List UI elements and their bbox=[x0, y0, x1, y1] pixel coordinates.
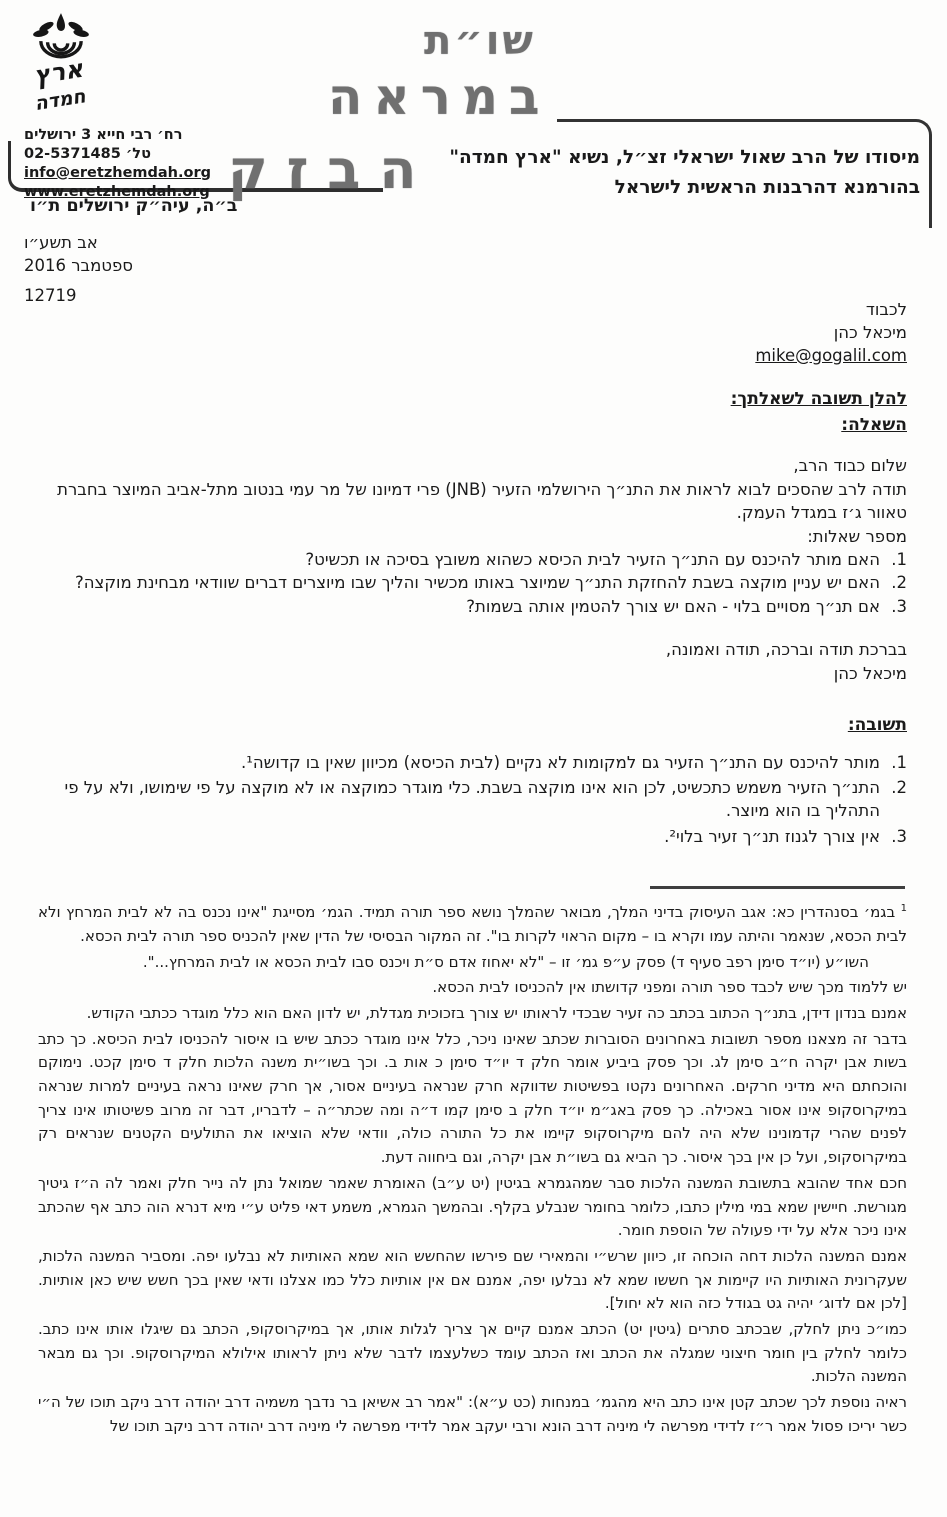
recipient-name: מיכאל כהן bbox=[833, 322, 907, 342]
question-item-text: האם מותר להיכנס עם התנ״ך הזעיר לבית הכיסא כשהוא משובץ בסיכה או תכשיט? bbox=[305, 549, 880, 569]
question-intro-paragraph: תודה לרב שהסכים לבוא לראות את התנ״ך הירושלמי הזעיר (JNB) פרי דמיונו של מר עמי בנטוב מתל-אביב המיוצר בחברת טאוור ג׳ז במגדל העמק. bbox=[57, 479, 907, 523]
contact-website-link[interactable]: www.eretzhemdah.org bbox=[24, 183, 210, 200]
question-signature: מיכאל כהן bbox=[833, 663, 907, 683]
answer-item-text: מותר להיכנס עם התנ״ך הזעיר גם למקומות לא נקיים (לבית הכיסא) מכיוון שאין בו קדושה¹. bbox=[241, 752, 880, 772]
question-item-number: 3. bbox=[891, 596, 907, 616]
answer-item-number: 3. bbox=[891, 826, 907, 846]
question-list-intro: מספר שאלות: bbox=[807, 526, 907, 546]
subtitle-founder-line: מיסודו של הרב שאול ישראלי זצ״ל, נשיא "ארץ חמדה" bbox=[449, 147, 920, 168]
subtitle-rabbinate-line: בהורמנא דהרבנות הראשית לישראל bbox=[614, 176, 920, 198]
letter-body bbox=[38, 299, 907, 1440]
logo-word-eretz: ארץ bbox=[32, 53, 86, 91]
question-item-number: 2. bbox=[891, 573, 907, 593]
answer-item bbox=[38, 825, 907, 848]
question-greeting: שלום כבוד הרב, bbox=[793, 456, 907, 476]
contact-email-link[interactable]: info@eretzhemdah.org bbox=[24, 164, 212, 181]
footnote-paragraph: אמנם המשנה הלכות דחה הוכחה זו, כיוון שרש״י והמאירי שם פירשו שהחשש הוא שמא האותיות לא נבלעו יפה. ומסביר המשנה הלכות, שעקרונית האותיות היו קיימות אך חששו שמא לא נבלעו יפה, אמנם אם אין אותיות כלל כמו אצלנו ודאי שאין בכך חשש שיש כאן אותיות. [לכן אם לדוג׳ יהיה גט בגודל כזה הוא לא יחול]. bbox=[38, 1246, 907, 1313]
section-header-answer: תשובה: bbox=[847, 715, 907, 736]
eretz-hemdah-logo bbox=[26, 12, 96, 128]
answer-list bbox=[38, 751, 907, 849]
plant-flame-icon bbox=[26, 12, 96, 124]
question-item-text: אם תנ״ך מסויים בלוי - האם יש צורך להטמין אותה בשמות? bbox=[466, 596, 880, 616]
footnote-separator-line bbox=[650, 886, 905, 889]
footnote-paragraph: חכם אחד שהובא בתשובת המשנה הלכות סבר שמהגמרא בגיטין (יט ע״ב) האומרת שאמר שמואל נתן לה נייר חלק ואמר לה ה״ז גיטיך מגורשת. חיישין שמא במי מילין כתבו, כלומר בחומר שנבלע בקלף. ובהמשך הגמרא, משמע דאי פליט ע״י מיא דנרא הוה כתב אף שהכתב אינו ניכר אלא על ידי פעולה של הוספת חומר. bbox=[38, 1173, 907, 1240]
answer-item bbox=[38, 776, 907, 823]
gregorian-date: ספטמבר 2016 bbox=[24, 256, 134, 276]
masthead-title-habazak: הבזק bbox=[228, 138, 436, 201]
logo-word-hemdah: חמדה bbox=[33, 85, 88, 116]
recipient-email-link[interactable]: mike@gogalil.com bbox=[755, 345, 907, 365]
masthead-title-bemareh: במראה bbox=[328, 68, 551, 126]
contact-phone: טל׳ 02-5371485 bbox=[24, 145, 151, 162]
section-header-response-intro: להלן תשובה לשאלתך: bbox=[730, 389, 907, 410]
footnote-marker: 1 bbox=[900, 903, 907, 915]
answer-item-number: 1. bbox=[891, 752, 907, 772]
footnotes-block bbox=[38, 901, 907, 1438]
footnote-paragraph: יש ללמוד מכך שיש לכבד ספר תורה ומפני קדושתו אין להכניסו לבית הכסא. bbox=[432, 978, 907, 997]
question-closing-blessing: בברכת תודה וברכה, תודה ואמונה, bbox=[665, 640, 907, 660]
footnote-paragraph: אמנם בנדון דידן, בתנ״ך הכתוב בכתב כה זעיר שבכדי לראותו יש צורך בזכוכית מגדלת, יש לדון האם הוא כלל מוגדר ככתבי הקודש. bbox=[86, 1004, 907, 1023]
answer-item-number: 2. bbox=[891, 778, 907, 798]
reference-number: 12719 bbox=[24, 286, 77, 306]
answer-item-text: אין צורך לגנוז תנ״ך זעיר בלוי². bbox=[664, 826, 880, 846]
date-block bbox=[24, 231, 133, 307]
recipient-block bbox=[38, 299, 907, 367]
question-item bbox=[38, 548, 907, 571]
footnote-paragraph: כמו״כ ניתן לחלק, שבכתב סתרים (גיטין יט) הכתב אמנם קיים אך צריך לגלות אותו, אך במיקרוסקופ, הכתב גם שיגלו אותו אינו כתב. כלומר לחלק בין חומר חיצוני שמגלה את הכתב ואז הכתב עומד כשלעצמו לדבר שלא ניתן לראותו אילולא המיקרוסקופ. וכך גם מבאר המשנה הלכות. bbox=[38, 1319, 907, 1386]
answer-item bbox=[38, 751, 907, 774]
question-item bbox=[38, 571, 907, 594]
footnote-paragraph: השו״ע (יו״ד סימן רפב סעיף ד) פסק ע״פ גמ׳ זו – "לא יאחוז אדם ס״ת ויכנס סבו לבית הכסא או לבית המרחץ...". bbox=[142, 952, 869, 971]
masthead-title-shut: שו״ת bbox=[424, 18, 536, 64]
question-item-text: האם יש עניין מוקצה בשבת להחזקת התנ״ך שמיוצר באותו מכשיר והליך שבו מיוצרים דברים שוודאי מבחינת מוקצה? bbox=[75, 573, 880, 593]
section-header-question: השאלה: bbox=[841, 414, 907, 435]
footnote-paragraph: ראיה נוספת לכך שכתב קטן אינו כתב היא מהגמ׳ במנחות (כט ע״א): "אמר רב אשיאן בר נדבך משמיה דרב יהודה דרב ניקב תוכו של ה״י כשר יריכו פסול אמר ר״ז לדידי מפרשה לי מיניה דרב הונא ורבי יעקב אמר לדידי מפרשה לי מיניה דרב יהודה דרב ניקב תוכו של bbox=[38, 1393, 907, 1435]
hebrew-date: אב תשע״ו bbox=[24, 233, 98, 252]
recipient-honorific: לכבוד bbox=[865, 300, 907, 319]
city-blessing-line: ב״ה, עיה״ק ירושלים ת״ו bbox=[30, 196, 238, 216]
answer-item-text: התנ״ך הזעיר משמש כתכשיט, לכן הוא אינו מוקצה בשבת. כלי מוגדר כמוקצה או לא מוקצה על פי שימושו, ולא על פי התהליך בו הוא מיוצר. bbox=[64, 778, 880, 821]
contact-address: רח׳ רבי חייא 3 ירושלים bbox=[24, 127, 183, 143]
masthead-subtitle bbox=[449, 143, 920, 202]
question-item bbox=[38, 595, 907, 618]
footnote-paragraph: $^1$ בגמ׳ בסנהדרין כא: אגב העיסוק בדיני המלך, מבואר שהמלך נושא ספר תורה תמיד. הגמ׳ מסייגת "אינו נכנס בה לא לבית המרחץ ולא לבית הכסא, שנאמר והיתה עמו וקרא בו – מקום הראוי לקרות בו". זה המקור הבסיסי של הדין שאין להכניס ספר תורה לבית הכסא. bbox=[38, 903, 907, 945]
question-item-number: 1. bbox=[891, 549, 907, 569]
footnote-paragraph: בדבר זה מצאנו מספר תשובות באחרונים הסוברות שכתב שאינו ניכר, כלל אינו מוגדר ככתב שיש בו איסור להכניסו לבית הכיסא. כך כתב בשות אבן יקרה ח״ב סימן לג. וכך פסק ביביע אומר חלק ד יו״ד סימן כ אות ב. וכך בשו״ית משנה הלכות חלק ד סימן קכט. נימוקם והוכחתם היא מדיני חרקים. האחרונים נקטו בפשיטות שדווקא חרק שנראה בעיניים אסור, אך חרק שאינו נראה בעיניים למרות שנראה במיקרוסקופ אינו אסור באכילה. כך פסק באג״מ יו״ד חלק ב סימן קמו ד״ה ומה שכתר״ה – לדבריו, דבר זה מרוב פשיטותו אינו צריך לפנים שהרי קדמונינו שלא היה להם מיקרוסקופ קיימו את כל התורה כולה, וודאי שלא הוציאו את התולעים הקטנים שנראים רק במיקרוסקופ, ועל כן אין בכך איסור. כך הביא גם בשו״ת אבן יקרה, וגם ביחווה דעת. bbox=[38, 1029, 907, 1167]
question-list bbox=[38, 548, 907, 618]
contact-block bbox=[24, 126, 214, 201]
